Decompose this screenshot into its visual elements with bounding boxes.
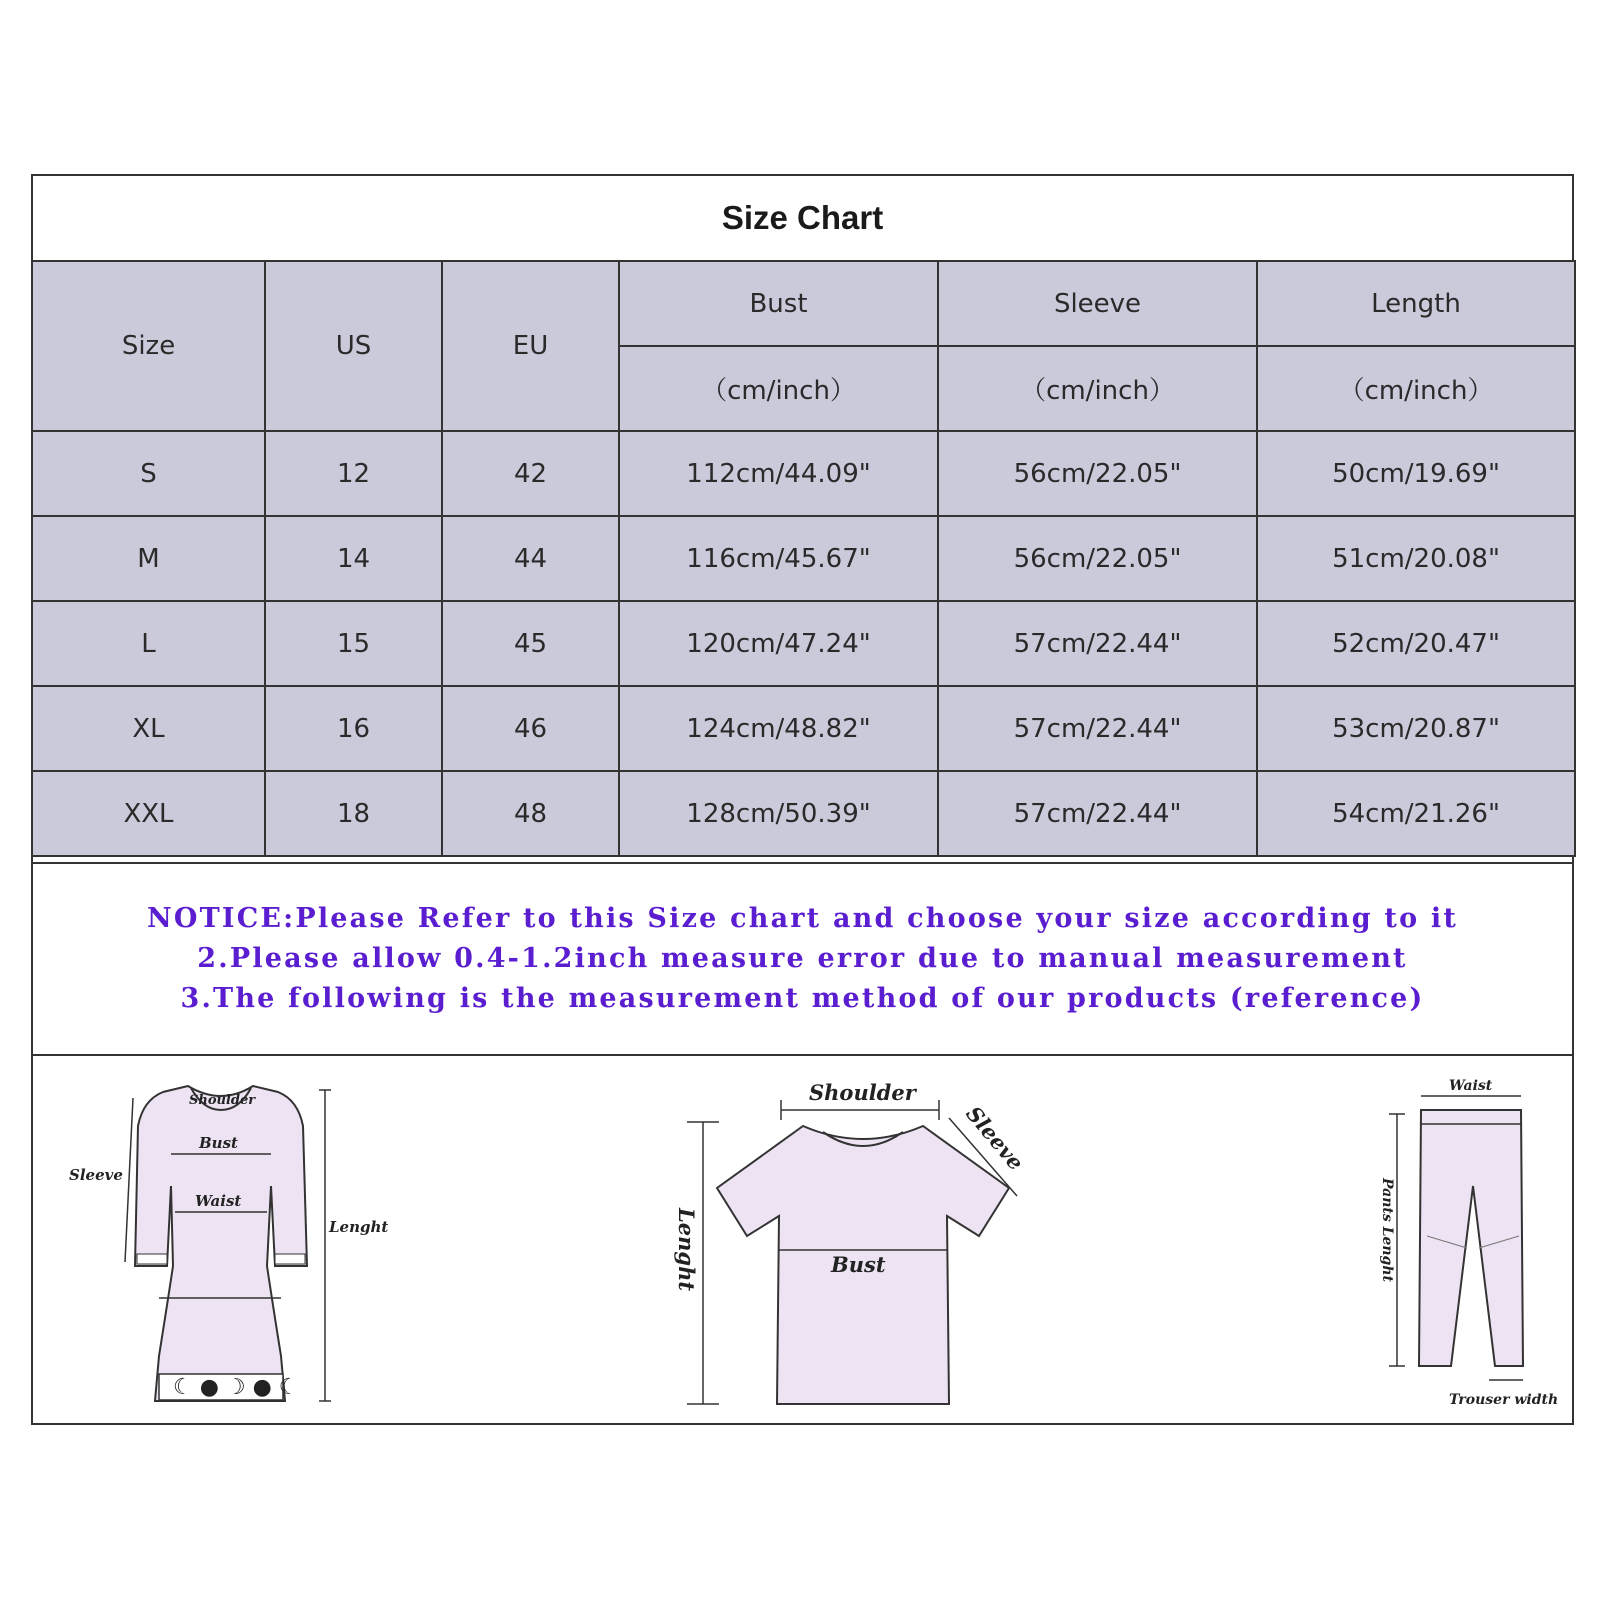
header-sleeve: Sleeve bbox=[938, 261, 1257, 346]
header-bust: Bust bbox=[619, 261, 938, 346]
cell-sleeve: 57cm/22.44" bbox=[938, 686, 1257, 771]
size-table bbox=[31, 260, 1576, 857]
cell-bust: 120cm/47.24" bbox=[619, 601, 938, 686]
notice-line-2: 2.Please allow 0.4-1.2inch measure error due to manual measurement bbox=[197, 943, 1408, 974]
dress-length-label: Lenght bbox=[329, 1218, 389, 1236]
dress-shoulder-label: Shoulder bbox=[189, 1093, 256, 1108]
cell-us: 15 bbox=[265, 601, 442, 686]
notice-line-3: 3.The following is the measurement method of our products (reference) bbox=[180, 983, 1425, 1014]
cell-size: M bbox=[32, 516, 265, 601]
cell-eu: 48 bbox=[442, 771, 619, 856]
cell-size: L bbox=[32, 601, 265, 686]
dress-diagram bbox=[63, 1066, 423, 1416]
table-row bbox=[32, 516, 1575, 601]
cell-eu: 46 bbox=[442, 686, 619, 771]
cell-bust: 124cm/48.82" bbox=[619, 686, 938, 771]
unit-sleeve: （cm/inch） bbox=[938, 346, 1257, 431]
measurement-diagrams bbox=[33, 1056, 1572, 1426]
cell-size: XXL bbox=[32, 771, 265, 856]
unit-bust: （cm/inch） bbox=[619, 346, 938, 431]
cell-size: S bbox=[32, 431, 265, 516]
pants-trouser-width-label: Trouser width bbox=[1449, 1392, 1559, 1408]
cell-eu: 42 bbox=[442, 431, 619, 516]
size-chart-frame bbox=[31, 174, 1574, 1425]
cell-us: 18 bbox=[265, 771, 442, 856]
cell-sleeve: 56cm/22.05" bbox=[938, 431, 1257, 516]
cell-bust: 112cm/44.09" bbox=[619, 431, 938, 516]
cell-bust: 128cm/50.39" bbox=[619, 771, 938, 856]
dress-sleeve-label: Sleeve bbox=[69, 1166, 123, 1184]
svg-text:☾ ● ☽ ● ☾: ☾ ● ☽ ● ☾ bbox=[173, 1375, 299, 1400]
cell-size: XL bbox=[32, 686, 265, 771]
cell-sleeve: 57cm/22.44" bbox=[938, 771, 1257, 856]
table-row bbox=[32, 771, 1575, 856]
tshirt-sleeve-label: Sleeve bbox=[961, 1101, 1029, 1176]
header-length: Length bbox=[1257, 261, 1575, 346]
pants-waist-label: Waist bbox=[1449, 1078, 1493, 1094]
dress-waist-label: Waist bbox=[195, 1192, 242, 1210]
cell-us: 14 bbox=[265, 516, 442, 601]
cell-us: 16 bbox=[265, 686, 442, 771]
header-size: Size bbox=[32, 261, 265, 431]
table-row bbox=[32, 431, 1575, 516]
tshirt-diagram bbox=[673, 1060, 1093, 1420]
pants-length-label: Pants Lenght bbox=[1379, 1178, 1395, 1282]
notice-line-1: NOTICE:Please Refer to this Size chart and choose your size according to it bbox=[146, 903, 1459, 934]
header-eu: EU bbox=[442, 261, 619, 431]
table-row bbox=[32, 686, 1575, 771]
dress-bust-label: Bust bbox=[199, 1134, 238, 1152]
cell-length: 52cm/20.47" bbox=[1257, 601, 1575, 686]
tshirt-shoulder-label: Shoulder bbox=[809, 1080, 916, 1105]
cell-length: 51cm/20.08" bbox=[1257, 516, 1575, 601]
cell-bust: 116cm/45.67" bbox=[619, 516, 938, 601]
pants-diagram bbox=[1373, 1066, 1573, 1426]
cell-length: 53cm/20.87" bbox=[1257, 686, 1575, 771]
cell-length: 54cm/21.26" bbox=[1257, 771, 1575, 856]
notice-block bbox=[33, 862, 1572, 1056]
unit-length: （cm/inch） bbox=[1257, 346, 1575, 431]
header-row bbox=[32, 261, 1575, 346]
cell-eu: 45 bbox=[442, 601, 619, 686]
cell-sleeve: 56cm/22.05" bbox=[938, 516, 1257, 601]
header-us: US bbox=[265, 261, 442, 431]
table-row bbox=[32, 601, 1575, 686]
tshirt-length-label: Lenght bbox=[674, 1208, 699, 1292]
cell-length: 50cm/19.69" bbox=[1257, 431, 1575, 516]
cell-us: 12 bbox=[265, 431, 442, 516]
cell-sleeve: 57cm/22.44" bbox=[938, 601, 1257, 686]
cell-eu: 44 bbox=[442, 516, 619, 601]
tshirt-bust-label: Bust bbox=[831, 1252, 886, 1277]
chart-title: Size Chart bbox=[33, 176, 1572, 262]
